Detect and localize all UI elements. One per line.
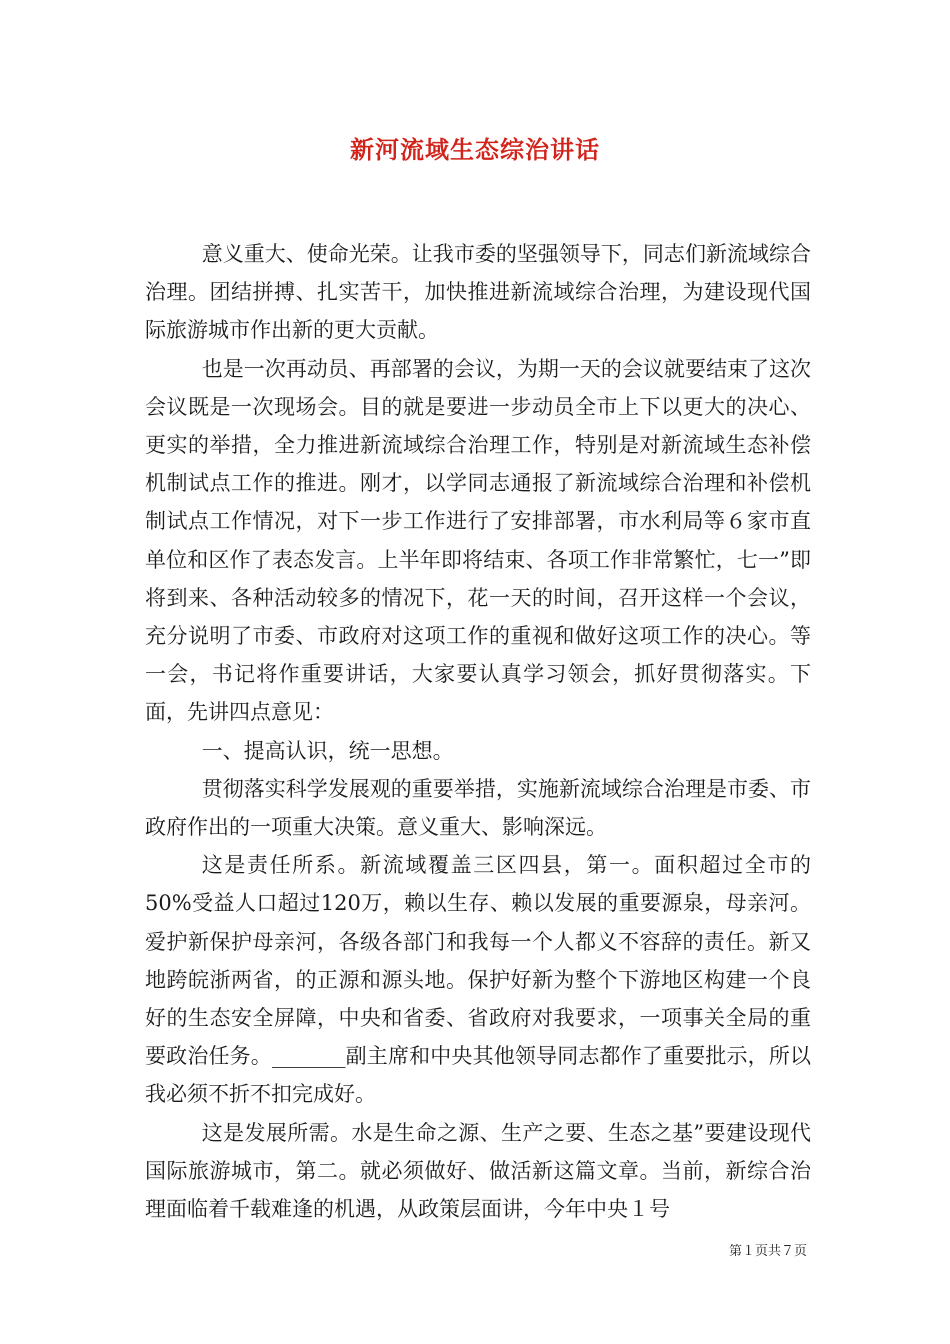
page-number: 第１页共７页	[728, 1244, 807, 1259]
paragraph: 意义重大、使命光荣。让我市委的坚强领导下，同志们新流域综合治理。团结拼搏、扎实苦干，加快推进新流域综合治理，为建设现代国际旅游城市作出新的更大贡献。	[145, 242, 811, 343]
paragraph: 这是发展所需。水是生命之源、生产之要、生态之基”要建设现代国际旅游城市，第二。就必须做好、做活新这篇文章。当前，新综合治理面临着千载难逢的机遇，从政策层面讲，今年中央１号	[145, 1120, 811, 1222]
paragraph: 贯彻落实科学发展观的重要举措，实施新流域综合治理是市委、市政府作出的一项重大决策。意义重大、影响深远。	[145, 776, 811, 840]
document-body	[145, 235, 811, 1228]
paragraph: 也是一次再动员、再部署的会议，为期一天的会议就要结束了这次会议既是一次现场会。目的就是要进一步动员全市上下以更大的决心、更实的举措，全力推进新流域综合治理工作，特别是对新流域生态补偿机制试点工作的推进。刚才，以学同志通报了新流域综合治理和补偿机制试点工作情况，对下一步工作进行了安排部署，市水利局等６家市直单位和区作了表态发言。上半年即将结束、各项工作非常繁忙，七一”即将到来、各种活动较多的情况下，花一天的时间，召开这样一个会议，充分说明了市委、市政府对这项工作的重视和做好这项工作的决心。等一会，书记将作重要讲话，大家要认真学习领会，抓好贯彻落实。下面，先讲四点意见：	[145, 356, 811, 725]
document-title: 新河流域生态综治讲话	[350, 135, 600, 164]
section-heading: 一、提高认识，统一思想。	[201, 738, 454, 763]
paragraph: 这是责任所系。新流域覆盖三区四县，第一。面积超过全市的50%受益人口超过120万，赖以生存、赖以发展的重要源泉，母亲河。爱护新保护母亲河，各级各部门和我每一个人都义不容辞的责任。新又地跨皖浙两省，的正源和源头地。保护好新为整个下游地区构建一个良好的生态安全屏障，中央和省委、省政府对我要求，一项事关全局的重要政治任务。_______副主席和中央其他领导同志都作了重要批示，所以我必须不折不扣完成好。	[145, 853, 811, 1107]
